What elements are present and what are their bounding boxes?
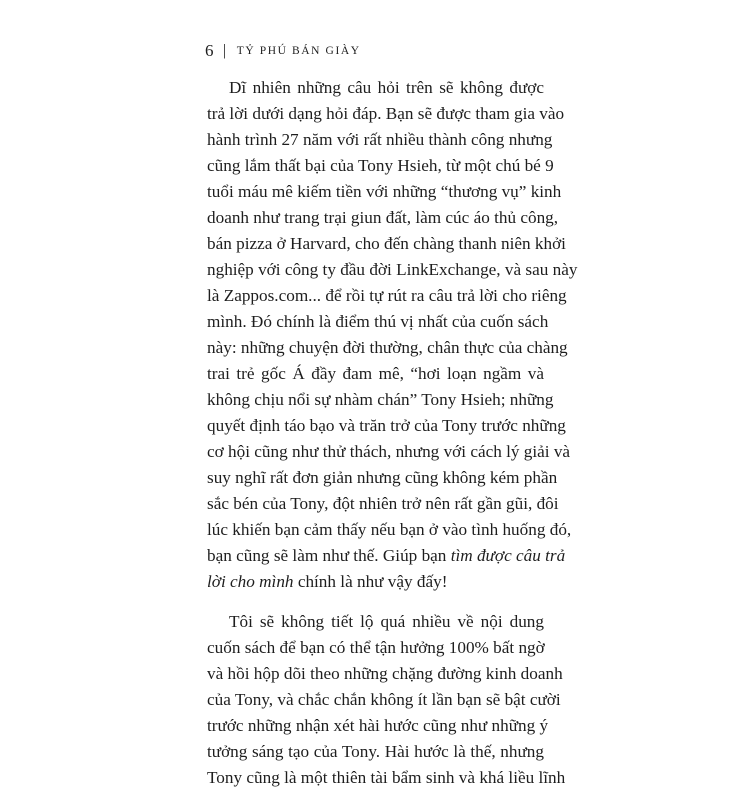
text-line: sắc bén của Tony, đột nhiên trở nên rất gần gũi, đôi (207, 494, 559, 513)
header-separator: | (223, 42, 227, 59)
text-line: không chịu nổi sự nhàm chán” Tony Hsieh; những (207, 390, 554, 409)
text-segment: chính là như vậy đấy! (293, 572, 448, 591)
paragraph-1 (207, 75, 578, 595)
italic-phrase: lời cho mình (207, 572, 294, 591)
text-line: của Tony, và chắc chắn không ít lần bạn sẽ bật cười (207, 690, 561, 709)
text-line: trước những nhận xét hài hước cũng như những ý (207, 716, 549, 735)
paragraph-2 (207, 609, 566, 791)
text-line: cũng lắm thất bại của Tony Hsieh, từ một chú bé 9 (207, 156, 554, 175)
text-line: mình. Đó chính là điểm thú vị nhất của cuốn sách (207, 312, 549, 331)
body-text (207, 75, 578, 791)
book-title: TỶ PHÚ BÁN GIÀY (236, 45, 361, 57)
paragraph-gap (207, 595, 544, 609)
text-line: trả lời dưới dạng hỏi đáp. Bạn sẽ được tham gia vào (207, 104, 565, 123)
text-line: nghiệp với công ty đầu đời LinkExchange, và sau này (207, 260, 578, 279)
text-line: Dĩ nhiên những câu hỏi trên sẽ không được (229, 78, 544, 97)
text-line: doanh như trang trại giun đất, làm cúc áo thủ công, (207, 208, 559, 227)
page-number: 6 (205, 41, 214, 60)
text-line: Tôi sẽ không tiết lộ quá nhiều về nội dung (229, 612, 544, 631)
text-line: tuổi máu mê kiếm tiền với những “thương vụ” kinh (207, 182, 562, 201)
italic-phrase: tìm được câu trả (450, 546, 566, 565)
text-line: là Zappos.com... để rồi tự rút ra câu trả lời cho riêng (207, 286, 567, 305)
text-line: này: những chuyện đời thường, chân thực của chàng (207, 338, 568, 357)
text-line: và hồi hộp dõi theo những chặng đường kinh doanh (207, 664, 563, 683)
text-line: lúc khiến bạn cảm thấy nếu bạn ở vào tình huống đó, (207, 520, 572, 539)
running-header (205, 40, 361, 62)
text-line: Tony cũng là một thiên tài bẩm sinh và khá liều lĩnh (207, 768, 566, 787)
text-line: hành trình 27 năm với rất nhiều thành công nhưng (207, 130, 553, 149)
text-line-emphasis (207, 543, 566, 569)
text-segment: bạn cũng sẽ làm như thế. Giúp bạn (207, 546, 451, 565)
text-line: suy nghĩ rất đơn giản nhưng cũng không kém phần (207, 468, 558, 487)
text-line: trai trẻ gốc Á đầy đam mê, “hơi loạn ngầm và (207, 364, 544, 383)
text-line: tưởng sáng tạo của Tony. Hài hước là thế, nhưng (207, 742, 544, 761)
text-line: cơ hội cũng như thử thách, nhưng với cách lý giải và (207, 442, 571, 461)
text-line: quyết định táo bạo và trăn trở của Tony trước những (207, 416, 566, 435)
text-line-emphasis (207, 569, 544, 595)
text-line: bán pizza ở Harvard, cho đến chàng thanh niên khởi (207, 234, 566, 253)
text-line: cuốn sách để bạn có thể tận hưởng 100% bất ngờ (207, 638, 545, 657)
